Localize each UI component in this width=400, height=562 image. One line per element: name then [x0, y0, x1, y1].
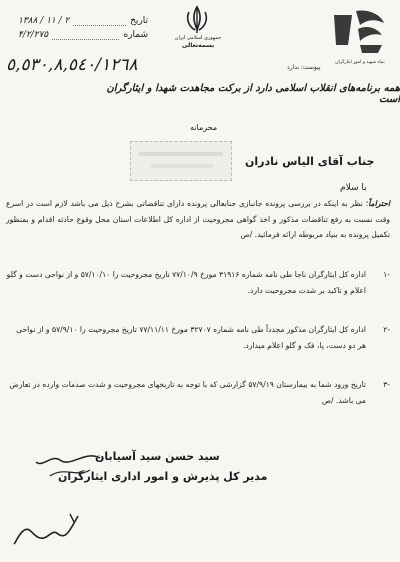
number-dots: [52, 31, 119, 40]
item-text: تاریخ ورود شما به بیمارستان ۵۷/۹/۱۹ گزارشی که با توجه به تاریخهای مجروحیت و شدت صدمات وارده در تعارض می باشد. /ص: [9, 380, 366, 405]
number-row: [18, 28, 148, 42]
signer-name: سید حسن سید آسیابان: [95, 450, 220, 463]
item-number: -۱: [383, 270, 390, 279]
date-row: [18, 14, 148, 28]
intro-text: ؛ نظر به اینکه در بررسی پرونده جانبازی جنابعالی پرونده دارای تناقضاتی بشرح ذیل می باشد لازم است در اسرع وقت نسبت به رفع تناقضات مذکور و اخذ گواهی مجروحیت از اداره کل اطلاعات استان محل وقوع حادثه اقدام و بمنظور تکمیل پرونده به بنیاد مربوطه ارائه فرمائید. /ص: [6, 199, 390, 239]
date-dots: [73, 17, 126, 26]
number-value: ۴/۲/۲۷۵: [18, 30, 49, 40]
confidential-label: محرمانه: [190, 123, 218, 132]
signer-title: مدیر کل پذیرش و امور اداری ایثارگران: [58, 470, 268, 483]
list-item: [6, 377, 390, 408]
iran-emblem-icon: [182, 4, 212, 36]
emblem-caption: جمهوری اسلامی ایران بسمه‌تعالی: [174, 35, 222, 49]
slogan-line: همه برنامه‌های انقلاب اسلامی دارد از برکت مجاهدت شهدا و ایثارگران است: [106, 83, 400, 105]
addressee: جناب آقای الیاس نادران: [245, 155, 375, 168]
list-item: [6, 267, 390, 298]
date-label: تاریخ: [130, 16, 148, 26]
date-value: ۱۳۸۸ / ۱۱ / ۲: [18, 16, 70, 26]
intro-lead: احتراماً: [368, 199, 390, 208]
item-text: اداره کل ایثارگران مذکور مجدداً طی نامه شماره ۳۲۷۰۷ مورخ ۷۷/۱۱/۱۱ تاریخ مجروحیت را ۵۷/۹/۱۰ و از نواحی هر دو دست، پا، فک و گلو اعلام میدارد.: [16, 325, 366, 350]
greeting: با سلام: [340, 183, 367, 193]
attachment-note: پیوست: ندارد: [287, 64, 321, 71]
item-text: اداره کل ایثارگران ناجا طی نامه شماره ۳۱۹۱۶ مورخ ۷۷/۱۰/۹ تاریخ مجروحیت را ۵۷/۱۰/۱۰ و از نواحی دست و گلو اعلام و تاکید بر شدت مجروحیت دارد.: [6, 270, 366, 295]
letter-meta: [18, 14, 148, 42]
list-item: [6, 322, 390, 353]
number-label: شماره: [123, 30, 148, 40]
logo-caption: بنیاد شهید و امور ایثارگران: [335, 60, 385, 65]
stamp-line-2: [151, 164, 213, 168]
item-number: -۳: [383, 380, 390, 389]
item-number: -۲: [383, 325, 390, 334]
intro-paragraph: [6, 196, 390, 243]
handwritten-file-number: ٥,٥٣٠,٨,٥٤٠/١٢٦٨: [6, 55, 138, 75]
handwritten-signature: [8, 510, 88, 550]
faded-stamp: [130, 141, 232, 181]
stamp-line-1: [139, 152, 223, 156]
martyrs-foundation-logo-icon: [330, 5, 388, 57]
